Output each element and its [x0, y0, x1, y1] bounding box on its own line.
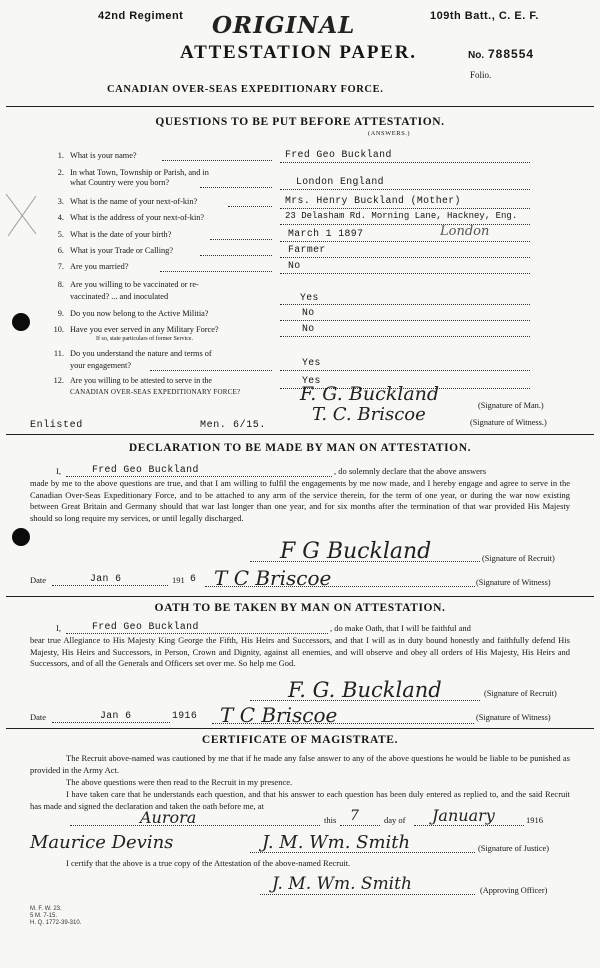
question-text: Are you willing to be attested to serve in the: [70, 376, 212, 385]
sig-recruit-label: (Signature of Recruit): [482, 554, 555, 563]
attestation-place: Aurora: [140, 808, 197, 827]
question-number: 7.: [57, 262, 64, 271]
certificate-taken-care: I have taken care that he understands each question, and that his answer to each question has been duly entered as replied to, and the said Recruit has made and signed the declaration and taken the oath before me, at: [30, 789, 570, 811]
answer-military-service: No: [302, 323, 315, 334]
document-title: ATTESTATION PAPER.: [180, 42, 417, 63]
divider: [6, 728, 594, 729]
answer-name: Fred Geo Buckland: [285, 149, 392, 160]
print-code: H. Q. 1772-39-310.: [30, 920, 82, 926]
recruit-signature-declaration: F G Buckland: [280, 539, 432, 564]
witness-signature-declaration: T C Briscoe: [214, 566, 332, 590]
question-text: vaccinated? ... and inoculated: [70, 292, 169, 301]
witness-signature: T. C. Briscoe: [312, 404, 426, 425]
oath-heading: OATH TO BE TAKEN BY MAN ON ATTESTATION.: [154, 602, 446, 614]
question-text: What is the address of your next-of-kin?: [70, 213, 205, 222]
year-suffix: 6: [190, 573, 197, 584]
question-number: 3.: [57, 197, 64, 206]
answer-understand-terms: Yes: [302, 357, 321, 368]
regiment-label: 42nd Regiment: [98, 10, 184, 22]
number-label: No.: [468, 50, 485, 61]
attestation-month: January: [432, 806, 495, 825]
print-code: M. F. W. 23.: [30, 906, 62, 912]
declaration-text-first: , do solemnly declare that the above answers: [334, 466, 487, 476]
punch-hole: [12, 313, 30, 331]
question-note: If so, state particulars of former Service.: [96, 336, 193, 342]
question-text: What is your name?: [70, 151, 137, 160]
answer-trade: Farmer: [288, 244, 326, 255]
divider: [6, 596, 594, 597]
question-number: 11.: [53, 349, 64, 358]
folio-label: Folio.: [470, 70, 492, 80]
signature-man-label: (Signature of Man.): [478, 401, 544, 410]
answers-label: (ANSWERS.): [368, 130, 411, 137]
question-text: Are you married?: [70, 262, 129, 271]
declaration-i-label: I,: [56, 466, 61, 476]
question-number: 10.: [53, 325, 64, 334]
answer-birth-date: March 1 1897: [288, 228, 364, 239]
certify-text: I certify that the above is a true copy of the Attestation of the above-named Recruit.: [66, 858, 351, 868]
oath-year: 1916: [172, 710, 198, 721]
questions-heading: QUESTIONS TO BE PUT BEFORE ATTESTATION.: [155, 116, 445, 128]
oath-text-first: , do make Oath, that I will be faithful and: [330, 623, 471, 633]
question-number: 4.: [57, 213, 64, 222]
question-number: 5.: [57, 230, 64, 239]
answer-active-militia: No: [302, 307, 315, 318]
question-number: 12.: [53, 376, 64, 385]
divider: [6, 106, 594, 107]
enlisted-value: Men. 6/15.: [200, 420, 267, 431]
question-text: CANADIAN OVER-SEAS EXPEDITIONARY FORCE?: [70, 388, 241, 396]
question-text: Have you ever served in any Military Force?: [70, 325, 219, 334]
attestation-day: 7: [350, 808, 359, 824]
witness-signature-oath: T C Briscoe: [220, 703, 338, 727]
date-label: Date: [30, 575, 47, 585]
approving-officer-label: (Approving Officer): [480, 886, 548, 895]
punch-hole: [12, 528, 30, 546]
year-prefix: 191: [172, 575, 185, 585]
question-number: 8.: [57, 280, 64, 289]
recruit-signature-oath: F. G. Buckland: [288, 678, 442, 702]
sig-witness-label: (Signature of Witness): [476, 578, 551, 587]
pencil-mark: [2, 190, 42, 240]
birth-place-annotation: London: [440, 224, 490, 239]
declaration-name: Fred Geo Buckland: [92, 464, 199, 475]
enlisted-label: Enlisted: [30, 420, 83, 431]
signature-witness-label: (Signature of Witness.): [470, 418, 547, 427]
question-text: Are you willing to be vaccinated or re-: [70, 280, 199, 289]
divider: [6, 434, 594, 435]
question-text: Do you now belong to the Active Militia?: [70, 309, 209, 318]
justice-signature: J. M. Wm. Smith: [262, 832, 411, 853]
battalion-label: 109th Batt., C. E. F.: [430, 10, 539, 22]
oath-sig-witness-label: (Signature of Witness): [476, 713, 551, 722]
magistrate-margin-signature: Maurice Devins: [30, 832, 174, 853]
question-text: In what Town, Township or Parish, and in: [70, 168, 209, 177]
answer-willing-attested: Yes: [302, 375, 321, 386]
oath-name: Fred Geo Buckland: [92, 621, 199, 632]
declaration-date: Jan 6: [90, 573, 122, 584]
oath-date: Jan 6: [100, 710, 132, 721]
sig-justice-label: (Signature of Justice): [478, 844, 549, 853]
question-text: what Country were you born?: [70, 178, 170, 187]
print-code: 5 M. 7-15.: [30, 913, 58, 919]
man-signature: F. G. Buckland: [300, 383, 440, 405]
original-stamp: ORIGINAL: [212, 12, 356, 39]
oath-text: bear true Allegiance to His Majesty King George the Fifth, His Heirs and Successors, and that I will as in duty bound honestly and faithfully defend His Majesty, His Heirs and Successors, in Person, Crown and Dignity, against all enemies, and will observe and obey all orders of His Majesty, His Heirs and Successors, and of all the Generals and Officers set over me. So help me God.: [30, 635, 570, 669]
question-number: 1.: [57, 151, 64, 160]
question-number: 6.: [57, 246, 64, 255]
certificate-caution: The Recruit above-named was cautioned by me that if he made any false answer to any of the above questions he would be liable to be punished as provided in the Army Act.: [30, 753, 570, 775]
force-subtitle: CANADIAN OVER-SEAS EXPEDITIONARY FORCE.: [107, 84, 384, 95]
declaration-text: made by me to the above questions are true, and that I am willing to fulfil the engagements by me now made, and I hereby engage and agree to serve in the Canadian Over-Seas Expeditionary Force, and to be attached to any arm of the service therein, for the term of one year, or during the war now existing between Great Britain and Germany should that war last longer than one year, and for six months after the termination of that war provided His Majesty should so long require my services, or until legally discharged.: [30, 478, 570, 523]
certificate-heading: CERTIFICATE OF MAGISTRATE.: [201, 734, 399, 746]
oath-sig-recruit-label: (Signature of Recruit): [484, 689, 557, 698]
oath-i-label: I,: [56, 623, 61, 633]
question-number: 9.: [57, 309, 64, 318]
question-text: Do you understand the nature and terms of: [70, 349, 212, 358]
attestation-year: 1916: [526, 815, 543, 825]
approving-officer-signature: J. M. Wm. Smith: [272, 874, 412, 894]
answer-married: No: [288, 260, 301, 271]
answer-vaccinated: Yes: [300, 292, 319, 303]
answer-birthplace: London England: [296, 176, 384, 187]
answer-next-of-kin-address: 23 Delasham Rd. Morning Lane, Hackney, Eng.: [285, 211, 518, 221]
question-text: What is the name of your next-of-kin?: [70, 197, 198, 206]
question-number: 2.: [57, 168, 64, 177]
answer-next-of-kin: Mrs. Henry Buckland (Mother): [285, 195, 461, 206]
day-of-label: day of: [384, 815, 406, 825]
question-text: What is your Trade or Calling?: [70, 246, 174, 255]
this-label: this: [324, 815, 337, 825]
oath-date-label: Date: [30, 712, 47, 722]
declaration-heading: DECLARATION TO BE MADE BY MAN ON ATTESTATION.: [128, 442, 472, 454]
question-text: What is the date of your birth?: [70, 230, 172, 239]
regimental-number: 788554: [488, 47, 535, 61]
certificate-read: The above questions were then read to the Recruit in my presence.: [66, 777, 293, 787]
question-text: your engagement?: [70, 361, 132, 370]
